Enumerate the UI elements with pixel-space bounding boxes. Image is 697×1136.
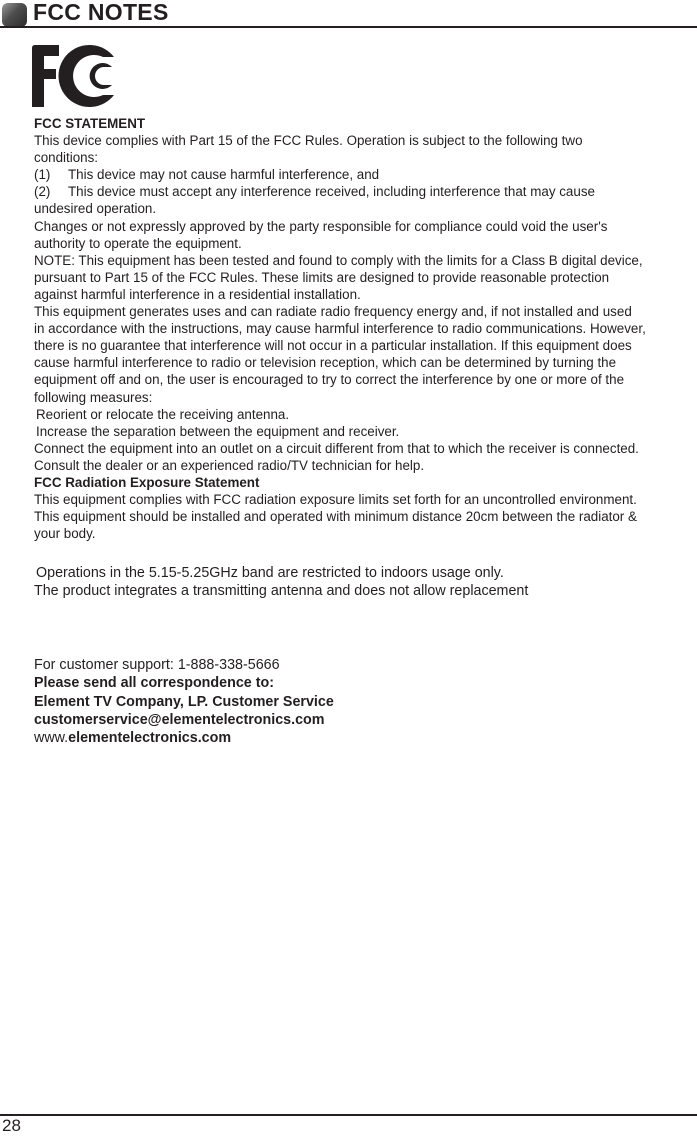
operations-text: The product integrates a transmitting antenna and does not allow replacement — [34, 582, 529, 599]
measure-item: Increase the separation between the equipment and receiver. — [36, 423, 400, 439]
footer-divider — [0, 1114, 697, 1116]
condition-item — [34, 183, 696, 200]
measure-item: Reorient or relocate the receiving antenna. — [36, 406, 290, 422]
website-prefix: www. — [34, 730, 69, 747]
fcc-logo — [32, 45, 116, 107]
condition-item — [34, 166, 696, 183]
support-email: customerservice@elementelectronics.com — [34, 711, 325, 728]
statement-text: This device complies with Part 15 of the FCC Rules. Operation is subject to the following two — [34, 133, 583, 149]
website — [34, 729, 696, 747]
website-domain: elementelectronics.com — [68, 730, 232, 747]
page-number: 28 — [2, 1116, 21, 1135]
section-badge-icon — [2, 3, 27, 27]
fcc-statement-section — [34, 115, 696, 542]
measure-item: Connect the equipment into an outlet on a circuit different from that to which the receiver is connected. — [34, 440, 639, 456]
page-header — [0, 0, 697, 30]
statement-text: following measures: — [34, 389, 153, 405]
page-title: FCC NOTES — [33, 0, 169, 25]
radiation-heading: FCC Radiation Exposure Statement — [34, 474, 260, 490]
statement-text: Changes or not expressly approved by the party responsible for compliance could void the user's — [34, 218, 608, 234]
statement-text: This equipment generates uses and can radiate radio frequency energy and, if not installed and used — [34, 304, 632, 320]
statement-text: conditions: — [34, 150, 99, 166]
measure-item: Consult the dealer or an experienced radio/TV technician for help. — [34, 457, 425, 473]
radiation-text: your body. — [34, 526, 96, 542]
statement-text: equipment off and on, the user is encouraged to try to correct the interference by one or more of the — [34, 372, 625, 388]
radiation-text: This equipment complies with FCC radiation exposure limits set forth for an uncontrolled environment. — [34, 492, 637, 508]
statement-text: in accordance with the instructions, may cause harmful interference to radio communications. However, — [34, 321, 646, 337]
fcc-logo-icon — [32, 45, 116, 107]
radiation-text: This equipment should be installed and operated with minimum distance 20cm between the radiator & — [34, 509, 637, 525]
condition-text: This device may not cause harmful interference, and — [68, 167, 380, 183]
header-divider — [0, 26, 697, 28]
statement-text: cause harmful interference to radio or television reception, which can be determined by turning the — [34, 355, 617, 371]
condition-text: This device must accept any interference received, including interference that may cause — [68, 184, 595, 200]
operations-text: Operations in the 5.15-5.25GHz band are restricted to indoors usage only. — [36, 565, 504, 581]
company-name: Element TV Company, LP. Customer Service — [34, 693, 334, 710]
statement-text: against harmful interference in a residential installation. — [34, 286, 361, 302]
statement-text: NOTE: This equipment has been tested and found to comply with the limits for a Class B digital device, — [34, 252, 643, 268]
statement-text: there is no guarantee that interference will not occur in a particular installation. If this equipment does — [34, 338, 632, 354]
fcc-statement-heading: FCC STATEMENT — [34, 116, 146, 131]
correspondence-label: Please send all correspondence to: — [34, 675, 274, 692]
statement-text: undesired operation. — [34, 201, 157, 217]
condition-number: (2) — [34, 184, 51, 200]
statement-text: authority to operate the equipment. — [34, 235, 242, 251]
contact-section — [34, 656, 696, 747]
customer-support-line: For customer support: 1-888-338-5666 — [34, 657, 280, 673]
condition-number: (1) — [34, 167, 51, 183]
statement-text: pursuant to Part 15 of the FCC Rules. These limits are designed to provide reasonable protection — [34, 269, 610, 285]
operations-section — [34, 565, 696, 600]
